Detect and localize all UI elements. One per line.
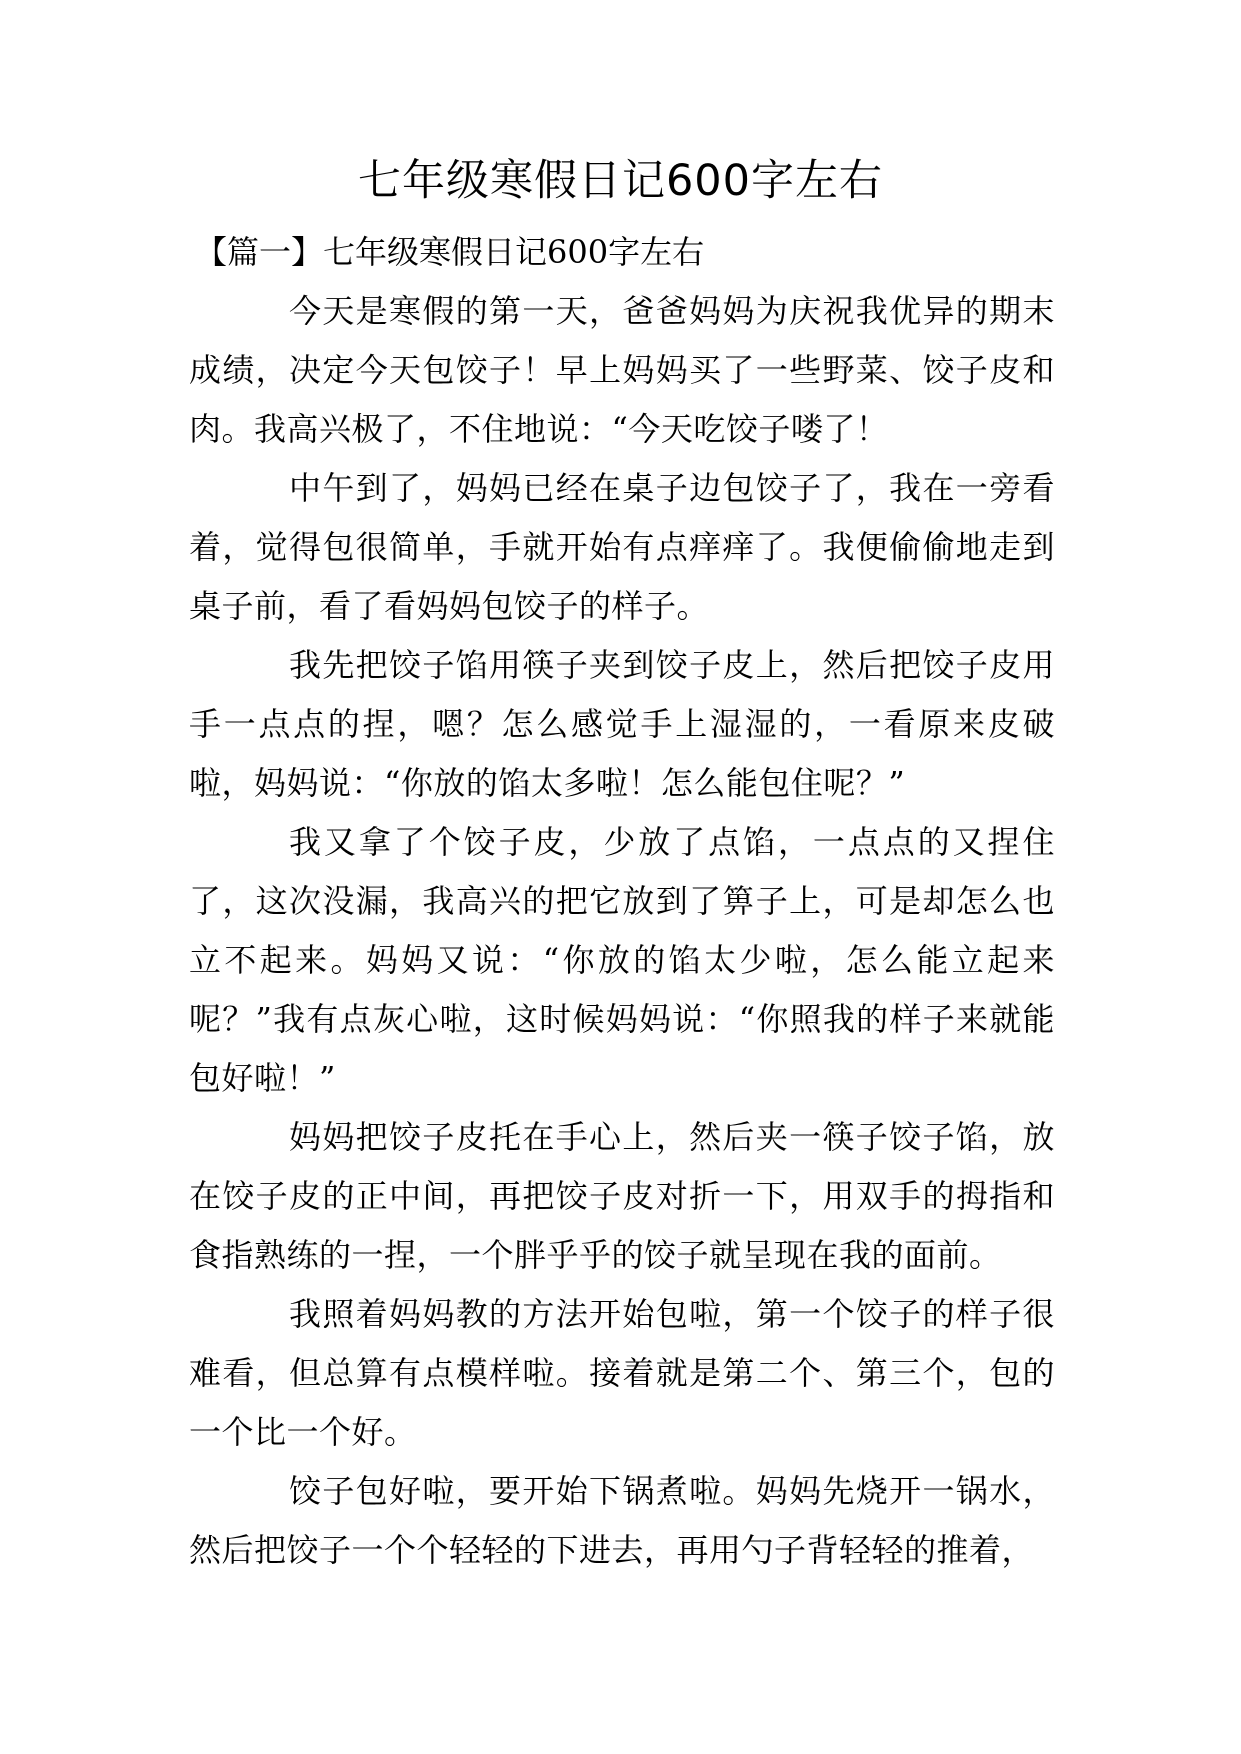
section-heading: 【篇一】七年级寒假日记600字左右 xyxy=(195,233,705,271)
paragraph-5: 妈妈把饺子皮托在手心上，然后夹一筷子饺子馅，放在饺子皮的正中间，再把饺子皮对折一下，用双手的拇指和食指熟练的一捏，一个胖乎乎的饺子就呈现在我的面前。 xyxy=(189,1118,1055,1274)
paragraph-3: 我先把饺子馅用筷子夹到饺子皮上，然后把饺子皮用手一点点的捏，嗯？怎么感觉手上湿湿的，一看原来皮破啦，妈妈说：“你放的馅太多啦！怎么能包住呢？” xyxy=(189,646,1055,802)
paragraph-7: 饺子包好啦，要开始下锅煮啦。妈妈先烧开一锅水，然后把饺子一个个轻轻的下进去，再用勺子背轻轻的推着， xyxy=(189,1472,1055,1569)
document-title: 七年级寒假日记600字左右 xyxy=(357,156,884,206)
paragraph-4: 我又拿了个饺子皮，少放了点馅，一点点的又捏住了，这次没漏，我高兴的把它放到了箅子上，可是却怎么也立不起来。妈妈又说：“你放的馅太少啦，怎么能立起来呢？”我有点灰心啦，这时候妈妈说：“你照我的样子来就能包好啦！” xyxy=(189,823,1055,1097)
document-body xyxy=(189,223,1055,1580)
paragraph-2: 中午到了，妈妈已经在桌子边包饺子了，我在一旁看着，觉得包很简单，手就开始有点痒痒了。我便偷偷地走到桌子前，看了看妈妈包饺子的样子。 xyxy=(189,469,1055,625)
paragraph-6: 我照着妈妈教的方法开始包啦，第一个饺子的样子很难看，但总算有点模样啦。接着就是第二个、第三个，包的一个比一个好。 xyxy=(189,1295,1055,1451)
paragraph-1: 今天是寒假的第一天，爸爸妈妈为庆祝我优异的期末成绩，决定今天包饺子！早上妈妈买了一些野菜、饺子皮和肉。我高兴极了，不住地说：“今天吃饺子喽了！ xyxy=(189,292,1055,448)
